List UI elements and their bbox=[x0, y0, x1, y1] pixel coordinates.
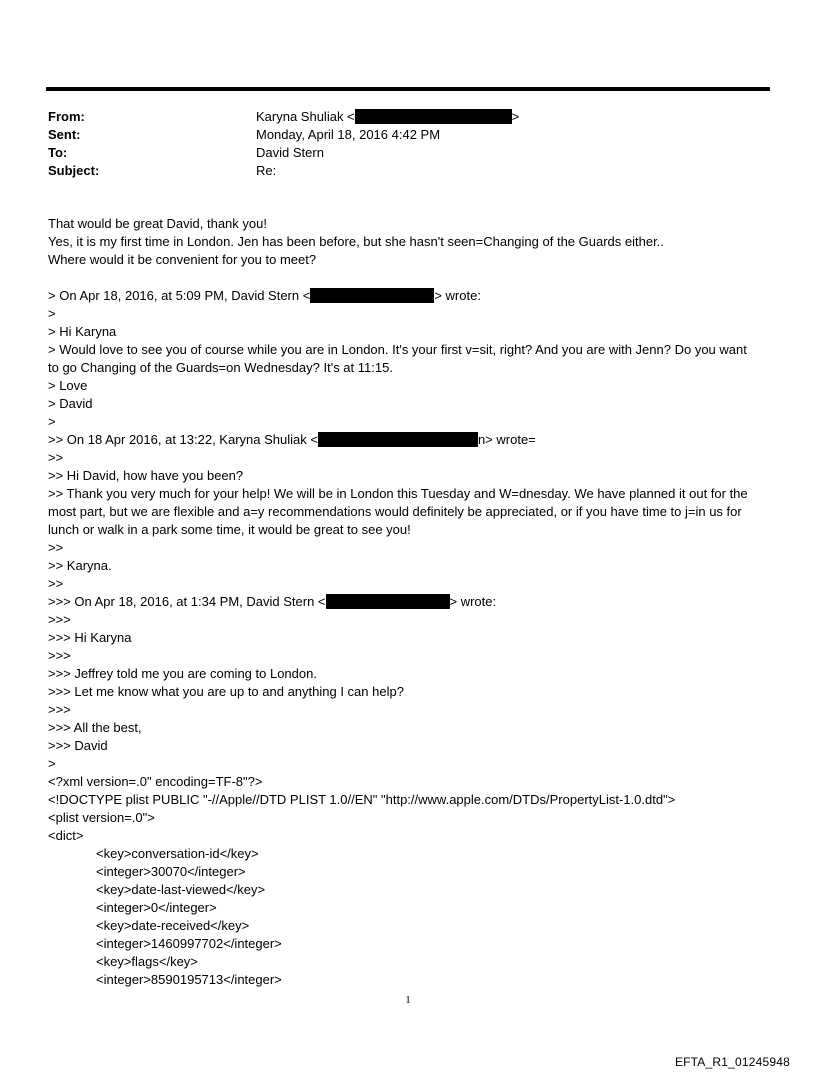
from-name: Karyna Shuliak < bbox=[256, 109, 355, 124]
quote-header-1 bbox=[48, 287, 753, 305]
quote-line: >> Karyna. bbox=[48, 558, 112, 573]
subject-label: Subject: bbox=[48, 163, 100, 178]
from-end: > bbox=[511, 109, 520, 124]
redaction-box bbox=[318, 432, 478, 447]
quote-header-3 bbox=[48, 593, 753, 611]
quote-line: >>> All the best, bbox=[48, 720, 142, 735]
xml-line: <key>date-received</key> bbox=[96, 918, 250, 933]
redaction-box bbox=[310, 288, 434, 303]
xml-line: <integer>8590195713</integer> bbox=[96, 972, 282, 987]
sent-label: Sent: bbox=[48, 127, 81, 142]
quote-line: >> bbox=[48, 540, 64, 555]
redaction-box bbox=[355, 109, 512, 124]
sent-value: Monday, April 18, 2016 4:42 PM bbox=[256, 127, 441, 142]
xml-line: <?xml version=.0" encoding=TF-8"?> bbox=[48, 774, 263, 789]
xml-line: <integer>30070</integer> bbox=[96, 864, 246, 879]
quote-line: > Would love to see you of course while you are in London. It's your first v=sit, right? And you are with Jenn? Do you want to go Changing of the Guards=on Wednesday? It's at 11:15. bbox=[48, 342, 747, 375]
email-body bbox=[48, 215, 753, 989]
quote-line: > Love bbox=[48, 378, 88, 393]
sent-row bbox=[48, 126, 519, 144]
quote-header-text: > On Apr 18, 2016, at 5:09 PM, David Stern < bbox=[48, 288, 311, 303]
xml-line: <key>conversation-id</key> bbox=[96, 846, 259, 861]
subject-value: Re: bbox=[256, 163, 277, 178]
from-row bbox=[48, 108, 519, 126]
quote-header-text: >> On 18 Apr 2016, at 13:22, Karyna Shuliak < bbox=[48, 432, 318, 447]
redaction-box bbox=[326, 594, 450, 609]
quote-line: >> bbox=[48, 576, 64, 591]
xml-line: <!DOCTYPE plist PUBLIC "-//Apple//DTD PLIST 1.0//EN" "http://www.apple.com/DTDs/PropertyList-1.0.dtd"> bbox=[48, 792, 676, 807]
quote-line: >>> Let me know what you are up to and anything I can help? bbox=[48, 684, 404, 699]
xml-line: <integer>1460997702</integer> bbox=[96, 936, 282, 951]
document-id: EFTA_R1_01245948 bbox=[674, 1055, 790, 1069]
quote-header-end: > wrote: bbox=[449, 594, 497, 609]
body-line: That would be great David, thank you! bbox=[48, 216, 267, 231]
body-line: Where would it be convenient for you to meet? bbox=[48, 252, 317, 267]
blank-line bbox=[48, 269, 753, 287]
quote-header-text: >>> On Apr 18, 2016, at 1:34 PM, David Stern < bbox=[48, 594, 326, 609]
quote-line: >>> bbox=[48, 702, 71, 717]
xml-line: <integer>0</integer> bbox=[96, 900, 217, 915]
quote-line: >> Hi David, how have you been? bbox=[48, 468, 244, 483]
from-label: From: bbox=[48, 109, 85, 124]
quote-line: >>> David bbox=[48, 738, 108, 753]
body-line: Yes, it is my first time in London. Jen has been before, but she hasn't seen=Changing of the Guards either.. bbox=[48, 234, 664, 249]
xml-line: <plist version=.0"> bbox=[48, 810, 155, 825]
to-label: To: bbox=[48, 145, 68, 160]
email-header bbox=[48, 108, 519, 180]
header-rule bbox=[46, 87, 770, 91]
quote-line: >> Thank you very much for your help! We will be in London this Tuesday and W=dnesday. We have planned it out for the most part, but we are flexible and a=y recommendations would definitely be appreciated, or if you have time to j=in us for lunch or walk in a park some time, it would be great to see you! bbox=[48, 486, 748, 537]
quote-line: > bbox=[48, 414, 56, 429]
to-value: David Stern bbox=[256, 145, 324, 160]
quote-line: > Hi Karyna bbox=[48, 324, 117, 339]
xml-line: <key>flags</key> bbox=[96, 954, 198, 969]
quote-header-2 bbox=[48, 431, 753, 449]
xml-line: <key>date-last-viewed</key> bbox=[96, 882, 266, 897]
quote-line: > David bbox=[48, 396, 93, 411]
quote-line: > bbox=[48, 306, 56, 321]
quote-line: >>> Jeffrey told me you are coming to London. bbox=[48, 666, 317, 681]
quote-line: >>> bbox=[48, 648, 71, 663]
quote-line: > bbox=[48, 756, 56, 771]
quote-line: >>> bbox=[48, 612, 71, 627]
to-row bbox=[48, 144, 519, 162]
quote-line: >>> Hi Karyna bbox=[48, 630, 132, 645]
subject-row bbox=[48, 162, 519, 180]
quote-header-end: > wrote: bbox=[434, 288, 481, 303]
from-value bbox=[256, 108, 519, 126]
page-number: 1 bbox=[405, 994, 411, 1006]
xml-line: <dict> bbox=[48, 828, 84, 843]
quote-line: >> bbox=[48, 450, 64, 465]
quote-header-end: n> wrote= bbox=[477, 432, 536, 447]
